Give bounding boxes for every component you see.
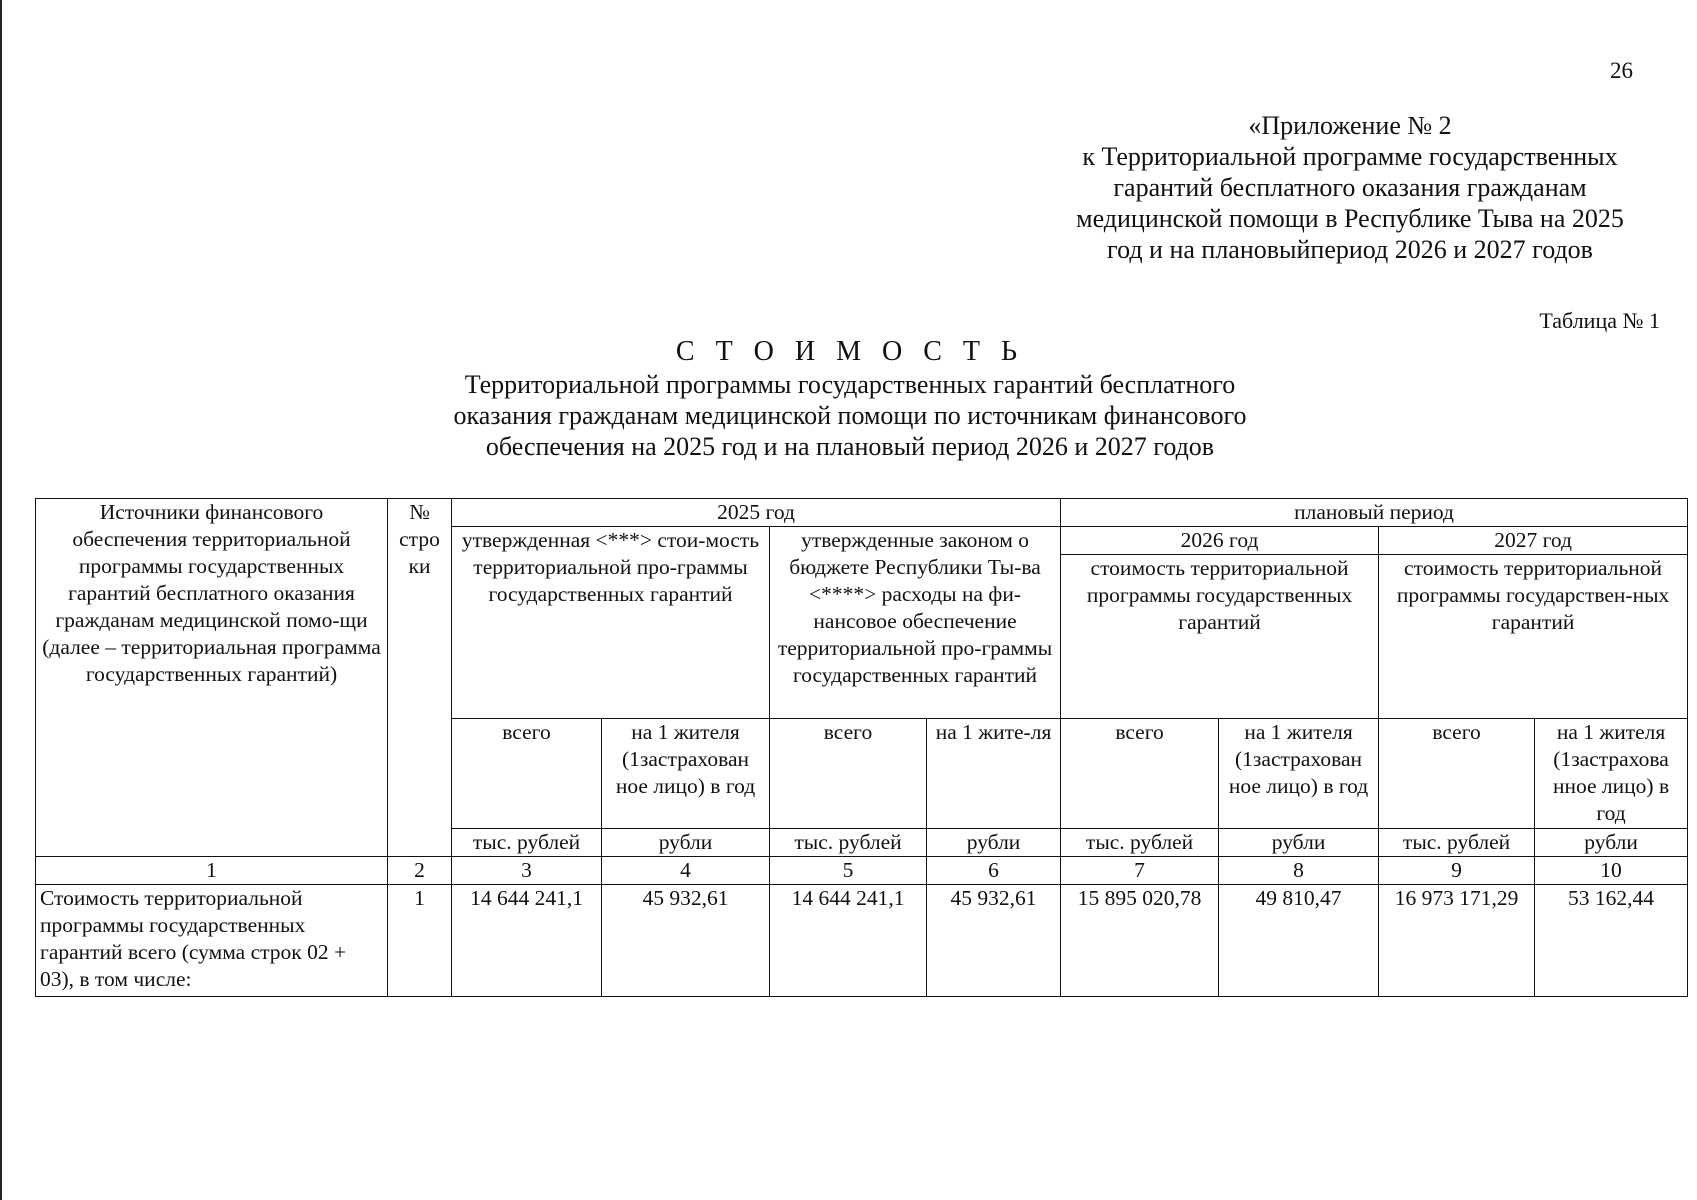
column-number: 4 (602, 857, 770, 885)
cost-table (35, 498, 1688, 997)
unit-rubles: рубли (602, 829, 770, 857)
value-cell: 15 895 020,78 (1061, 885, 1219, 997)
column-number: 1 (36, 857, 388, 885)
page-number: 26 (1610, 58, 1633, 83)
value-cell: 45 932,61 (927, 885, 1061, 997)
appendix-line: год и на плановыйпериод 2026 и 2027 годов (1107, 235, 1593, 264)
header-approved-budget: утвержденные законом о бюджете Республики Ты-ва <****> расходы на фи-нансовое обеспечение территориальной про-граммы государственных гарантий (770, 527, 1061, 719)
appendix-line: «Приложение № 2 (1248, 111, 1452, 140)
value-cell: 53 162,44 (1535, 885, 1688, 997)
subtitle-line: обеспечения на 2025 год и на плановый период 2026 и 2027 годов (485, 432, 1215, 461)
value-cell: 45 932,61 (602, 885, 770, 997)
header-total: всего (770, 719, 927, 829)
value-cell: 16 973 171,29 (1379, 885, 1535, 997)
header-approved-cost: утвержденная <***> стои-мость территориальной про-граммы государственных гарантий (452, 527, 770, 719)
header-year-2026: 2026 год (1061, 527, 1379, 555)
appendix-line: к Территориальной программе государственных (1082, 142, 1618, 171)
header-cost-2027: стоимость территориальной программы государствен-ных гарантий (1379, 555, 1688, 719)
subtitle-line: оказания гражданам медицинской помощи по источникам финансового (453, 401, 1247, 430)
subtitle-line: Территориальной программы государственных гарантий бесплатного (464, 370, 1236, 399)
header-source: Источники финансового обеспечения территориальной программы государственных гарантий бесплатного оказания гражданам медицинской помо-щи (далее – территориальная программа государственных гарантий) (36, 499, 388, 857)
row-source: Стоимость территориальной программы государственных гарантий всего (сумма строк 02 + 03), в том числе: (36, 885, 388, 997)
unit-thousand-rubles: тыс. рублей (770, 829, 927, 857)
column-numbers-row (36, 857, 1688, 885)
header-year-2025: 2025 год (452, 499, 1061, 527)
page-edge-line (0, 0, 2, 1200)
unit-thousand-rubles: тыс. рублей (452, 829, 602, 857)
column-number: 3 (452, 857, 602, 885)
header-total: всего (452, 719, 602, 829)
header-year-2027: 2027 год (1379, 527, 1688, 555)
header-total: всего (1061, 719, 1219, 829)
column-number: 5 (770, 857, 927, 885)
unit-rubles: рубли (1219, 829, 1379, 857)
value-cell: 49 810,47 (1219, 885, 1379, 997)
header-total: всего (1379, 719, 1535, 829)
appendix-line: медицинской помощи в Республике Тыва на 2025 (1076, 204, 1624, 233)
column-number: 9 (1379, 857, 1535, 885)
unit-rubles: рубли (927, 829, 1061, 857)
appendix-reference (1030, 110, 1670, 265)
column-number: 7 (1061, 857, 1219, 885)
header-cost-2026: стоимость территориальной программы государственных гарантий (1061, 555, 1379, 719)
header-per-resident: на 1 жителя (1застрахова нное лицо) в год (1535, 719, 1688, 829)
header-per-resident: на 1 жителя (1застрахован ное лицо) в год (1219, 719, 1379, 829)
column-number: 8 (1219, 857, 1379, 885)
header-per-resident: на 1 жите-ля (927, 719, 1061, 829)
table-row (36, 885, 1688, 997)
unit-thousand-rubles: тыс. рублей (1379, 829, 1535, 857)
header-per-resident: на 1 жителя (1застрахован ное лицо) в год (602, 719, 770, 829)
value-cell: 14 644 241,1 (770, 885, 927, 997)
unit-rubles: рубли (1535, 829, 1688, 857)
column-number: 10 (1535, 857, 1688, 885)
header-row-number: № стро ки (388, 499, 452, 857)
appendix-line: гарантий бесплатного оказания гражданам (1113, 173, 1587, 202)
header-planning-period: плановый период (1061, 499, 1688, 527)
document-subtitle (350, 369, 1350, 462)
unit-thousand-rubles: тыс. рублей (1061, 829, 1219, 857)
column-number: 2 (388, 857, 452, 885)
value-cell: 14 644 241,1 (452, 885, 602, 997)
column-number: 6 (927, 857, 1061, 885)
header-row (36, 499, 1688, 527)
table-label: Таблица № 1 (1539, 308, 1660, 333)
document-title: С Т О И М О С Т Ь (675, 336, 1025, 367)
row-number: 1 (388, 885, 452, 997)
